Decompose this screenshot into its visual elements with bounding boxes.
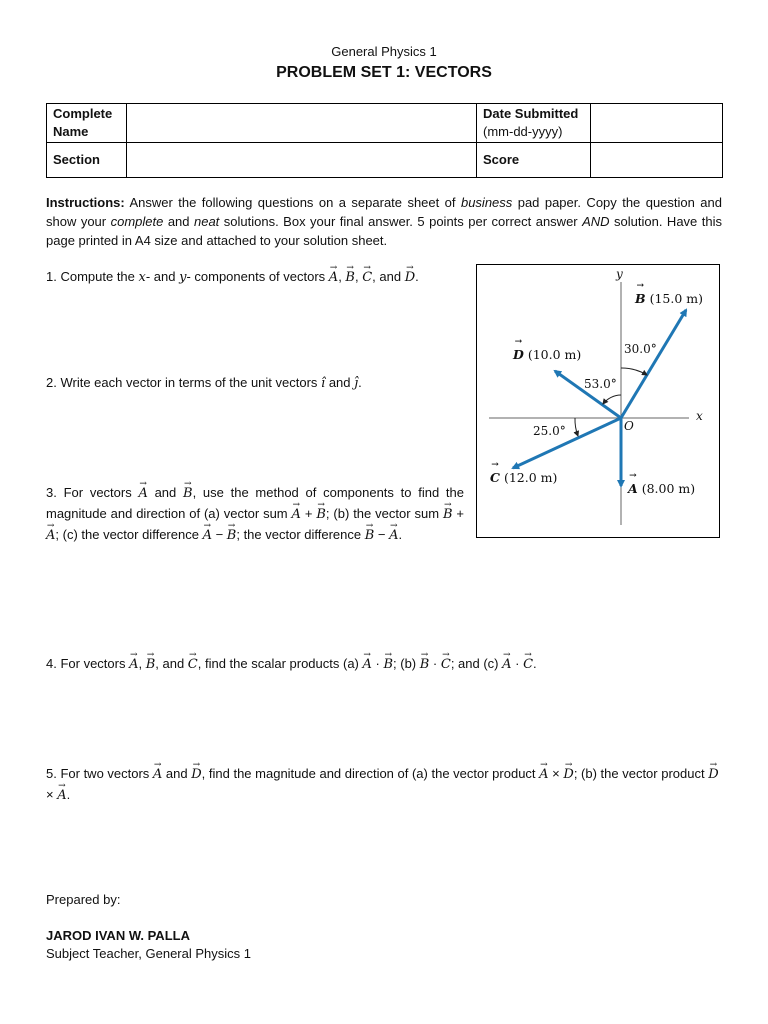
score-label-cell: Score: [477, 143, 591, 178]
angle-arc-d: [603, 395, 621, 404]
section-field[interactable]: [127, 143, 477, 178]
angle-d-label: 53.0°: [584, 377, 617, 391]
question-5: 5. For two vectors → A and → D, find the magnitude and direction of (a) the vector product → A × → D; (b) the vector product → D × → A.: [46, 764, 722, 806]
vector-d-label: → D (10.0 m): [513, 347, 581, 362]
date-label-cell: Date Submitted (mm-dd-yyyy): [477, 104, 591, 143]
student-info-table: [46, 103, 723, 178]
vector-diagram: [476, 264, 720, 538]
vector-c-arrow: [513, 418, 621, 468]
page-title: PROBLEM SET 1: VECTORS: [276, 64, 492, 81]
section-label-cell: Section: [47, 143, 127, 178]
preparer-name: JAROD IVAN W. PALLA: [46, 928, 190, 943]
vector-b-arrow: [621, 310, 686, 418]
y-axis-label: y: [616, 267, 623, 281]
question-2: 2. Write each vector in terms of the unit vectors î and ĵ.: [46, 375, 362, 391]
angle-arc-b: [621, 368, 647, 375]
score-field[interactable]: [591, 143, 723, 178]
angle-b-label: 30.0°: [624, 342, 657, 356]
angle-c-label: 25.0°: [533, 424, 566, 438]
origin-label: O: [624, 419, 634, 433]
angle-arc-c: [575, 418, 578, 436]
name-field[interactable]: [127, 104, 477, 143]
vector-a-label: → A (8.00 m): [628, 481, 695, 496]
question-4: 4. For vectors → A, → B, and → C, find the scalar products (a) → A · → B; (b) → B · → C; and (c) → A · → C.: [46, 654, 537, 675]
preparer-role: Subject Teacher, General Physics 1: [46, 946, 251, 961]
vector-b-label: → B (15.0 m): [635, 291, 703, 306]
prepared-by-label: Prepared by:: [46, 892, 121, 907]
vector-c-label: → C (12.0 m): [490, 470, 557, 485]
subject-title: General Physics 1: [331, 44, 437, 59]
name-label-cell: Complete Name: [47, 104, 127, 143]
x-axis-label: x: [696, 409, 703, 423]
question-1: 1. Compute the x- and y- components of vectors → A, → B, → C, and → D.: [46, 267, 419, 288]
instructions-paragraph: Instructions: Answer the following questions on a separate sheet of business pad paper. Copy the question and show your complete and neat solutions. Box your final answer. 5 points per correct answer AND solution. Have this page printed in A4 size and attached to your solution sheet.: [46, 195, 722, 248]
question-3: 3. For vectors → A and → B, use the method of components to find the magnitude and direction of (a) vector sum → A + → B; (b) the vector sum → B + → A; (c) the vector difference → A − → B; the vector difference → B − → A.: [46, 483, 464, 546]
date-field[interactable]: [591, 104, 723, 143]
